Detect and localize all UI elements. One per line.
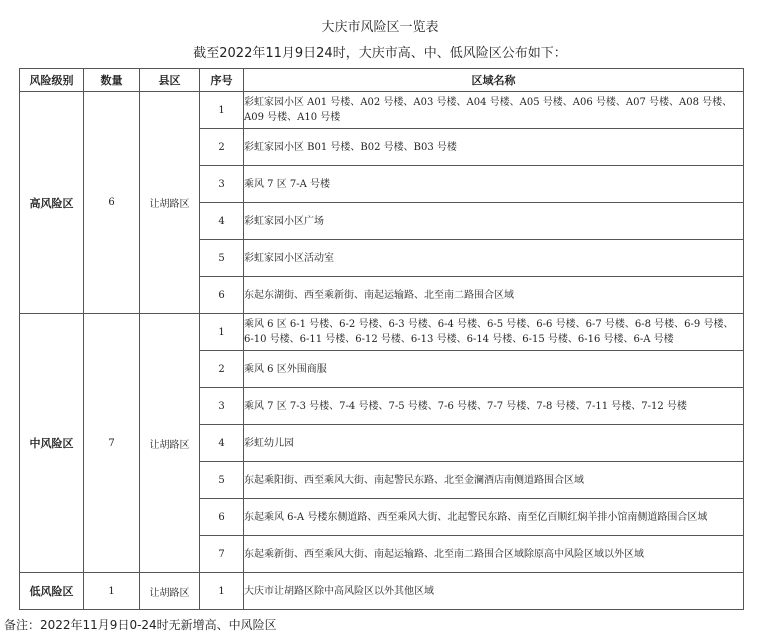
area-cell: 乘风 7 区 7-3 号楼、7-4 号楼、7-5 号楼、7-6 号楼、7-7 号楼、7-8 号楼、7-11 号楼、7-12 号楼 bbox=[244, 388, 744, 425]
area-cell: 东起乘新街、西至乘风大街、南起运输路、北至南二路围合区域除原高中风险区域以外区域 bbox=[244, 536, 744, 573]
header-risk-level: 风险级别 bbox=[20, 69, 84, 92]
page-title: 大庆市风险区一览表 bbox=[321, 20, 439, 35]
table-row bbox=[20, 92, 744, 129]
district-low: 让胡路区 bbox=[140, 573, 200, 610]
area-cell: 彩虹家园小区广场 bbox=[244, 203, 744, 240]
area-cell: 大庆市让胡路区除中高风险区以外其他区域 bbox=[244, 573, 744, 610]
seq-cell: 2 bbox=[200, 129, 244, 166]
area-cell: 乘风 7 区 7-A 号楼 bbox=[244, 166, 744, 203]
area-cell: 乘风 6 区 6-1 号楼、6-2 号楼、6-3 号楼、6-4 号楼、6-5 号楼、6-6 号楼、6-7 号楼、6-8 号楼、6-9 号楼、6-10 号楼、6-11 号楼、6-12 号楼、6-13 号楼、6-14 号楼、6-15 号楼、6-16 号楼、6-A 号楼 bbox=[244, 314, 744, 351]
seq-cell: 4 bbox=[200, 203, 244, 240]
page-subtitle: 截至2022年11月9日24时，大庆市高、中、低风险区公布如下： bbox=[193, 46, 567, 61]
header-seq: 序号 bbox=[200, 69, 244, 92]
seq-cell: 3 bbox=[200, 166, 244, 203]
seq-cell: 7 bbox=[200, 536, 244, 573]
table-header-row bbox=[20, 69, 744, 92]
seq-cell: 2 bbox=[200, 351, 244, 388]
seq-cell: 5 bbox=[200, 462, 244, 499]
area-cell: 东起乘风 6-A 号楼东侧道路、西至乘风大街、北起警民东路、南至亿百顺红焖羊排小馆南侧道路围合区域 bbox=[244, 499, 744, 536]
area-cell: 东起乘阳街、西至乘风大街、南起警民东路、北至金澜酒店南侧道路围合区域 bbox=[244, 462, 744, 499]
count-medium: 7 bbox=[84, 314, 140, 573]
area-cell: 彩虹家园小区 A01 号楼、A02 号楼、A03 号楼、A04 号楼、A05 号楼、A06 号楼、A07 号楼、A08 号楼、A09 号楼、A10 号楼 bbox=[244, 92, 744, 129]
seq-cell: 5 bbox=[200, 240, 244, 277]
count-high: 6 bbox=[84, 92, 140, 314]
seq-cell: 1 bbox=[200, 92, 244, 129]
seq-cell: 6 bbox=[200, 277, 244, 314]
risk-area-table bbox=[19, 68, 744, 610]
header-area-name: 区域名称 bbox=[244, 69, 744, 92]
area-cell: 乘风 6 区外围商服 bbox=[244, 351, 744, 388]
count-low: 1 bbox=[84, 573, 140, 610]
district-high: 让胡路区 bbox=[140, 92, 200, 314]
seq-cell: 4 bbox=[200, 425, 244, 462]
area-cell: 东起东湖街、西至乘新街、南起运输路、北至南二路围合区域 bbox=[244, 277, 744, 314]
area-cell: 彩虹幼儿园 bbox=[244, 425, 744, 462]
table-row bbox=[20, 314, 744, 351]
seq-cell: 1 bbox=[200, 314, 244, 351]
footnote: 备注：2022年11月9日0-24时无新增高、中风险区 bbox=[4, 618, 277, 632]
risk-level-medium: 中风险区 bbox=[20, 314, 84, 573]
area-cell: 彩虹家园小区活动室 bbox=[244, 240, 744, 277]
area-cell: 彩虹家园小区 B01 号楼、B02 号楼、B03 号楼 bbox=[244, 129, 744, 166]
seq-cell: 3 bbox=[200, 388, 244, 425]
seq-cell: 6 bbox=[200, 499, 244, 536]
seq-cell: 1 bbox=[200, 573, 244, 610]
risk-level-low: 低风险区 bbox=[20, 573, 84, 610]
district-medium: 让胡路区 bbox=[140, 314, 200, 573]
risk-level-high: 高风险区 bbox=[20, 92, 84, 314]
header-district: 县区 bbox=[140, 69, 200, 92]
table-row bbox=[20, 573, 744, 610]
header-count: 数量 bbox=[84, 69, 140, 92]
